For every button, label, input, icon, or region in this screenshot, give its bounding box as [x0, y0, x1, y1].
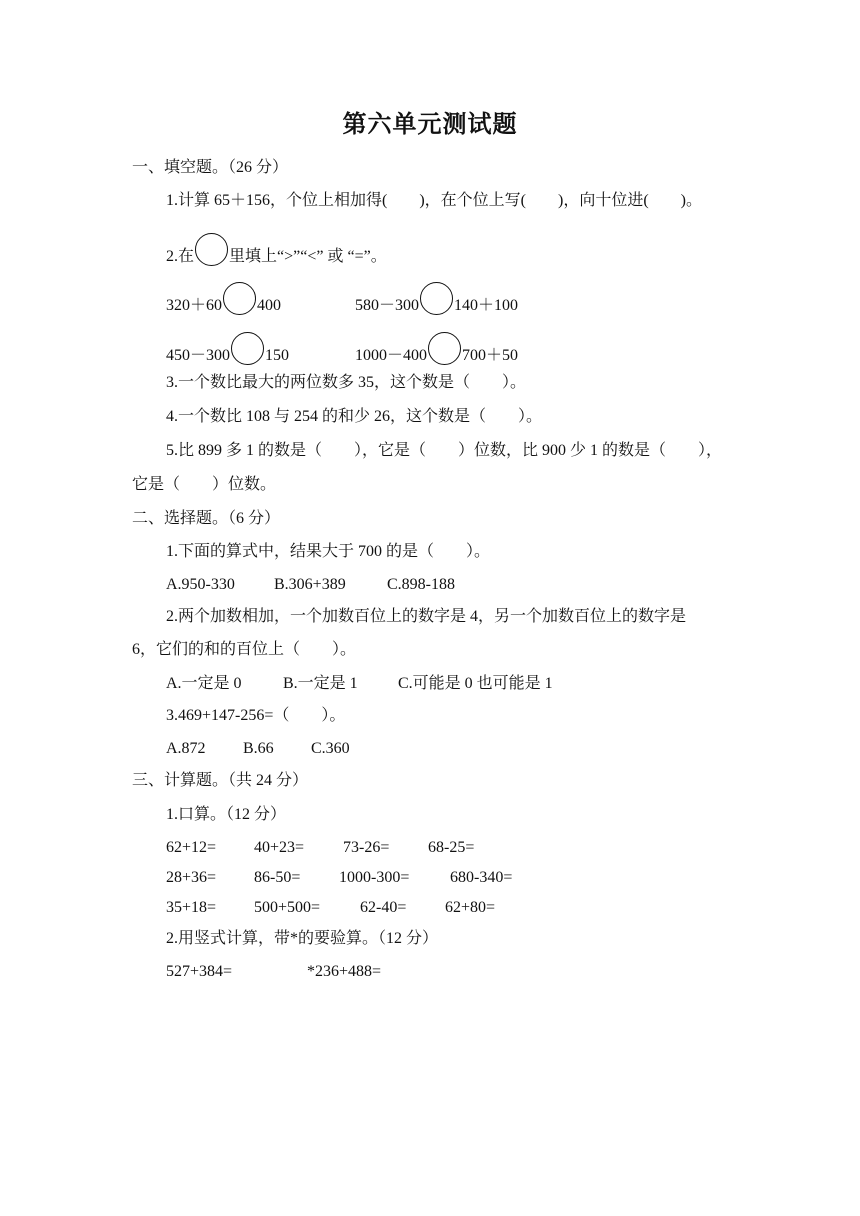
s1-q2-prefix: 2.在	[166, 248, 195, 266]
compare-circle-icon[interactable]	[231, 332, 264, 365]
vertical-calc-item: *236+488=	[307, 963, 382, 980]
oral-calc-item: 73-26=	[343, 839, 390, 856]
oral-calc-item: 28+36=	[166, 869, 217, 886]
compare-left: 450－300	[166, 347, 231, 365]
s3-question-1: 1.口算。（12 分）	[166, 806, 287, 823]
oral-calc-item: 680-340=	[450, 869, 513, 886]
oral-calc-item: 68-25=	[428, 839, 475, 856]
s3-question-2: 2.用竖式计算，带*的要验算。（12 分）	[166, 930, 439, 947]
oral-calc-item: 86-50=	[254, 869, 301, 886]
section-2-heading: 二、选择题。（6 分）	[132, 510, 281, 527]
s2-q1-option-a: A.950-330	[166, 576, 235, 593]
compare-left: 320＋60	[166, 297, 223, 315]
s2-question-2-line-2: 6，它们的和的百位上（ ）。	[132, 641, 357, 658]
oral-calc-item: 500+500=	[254, 899, 321, 916]
compare-circle-icon[interactable]	[428, 332, 461, 365]
oral-calc-item: 35+18=	[166, 899, 217, 916]
s2-q3-option-c: C.360	[311, 740, 350, 757]
compare-circle-icon[interactable]	[420, 282, 453, 315]
s2-q1-option-c: C.898-188	[387, 576, 455, 593]
oral-calc-item: 62+12=	[166, 839, 217, 856]
compare-right: 700＋50	[462, 347, 519, 365]
s1-question-5-line-1: 5.比 899 多 1 的数是（ ），它是（ ）位数，比 900 少 1 的数是（ ），	[166, 442, 723, 459]
compare-item-1	[166, 290, 281, 323]
section-3-heading: 三、计算题。（共 24 分）	[132, 772, 309, 789]
page-title: 第六单元测试题	[342, 112, 518, 138]
s2-q2-option-b: B.一定是 1	[283, 675, 358, 692]
vertical-calc-item: 527+384=	[166, 963, 233, 980]
s1-question-3: 3.一个数比最大的两位数多 35，这个数是（ ）。	[166, 374, 527, 391]
s1-question-1: 1.计算 65＋156，个位上相加得( )，在个位上写( )，向十位进( )。	[166, 192, 702, 209]
s1-question-2	[166, 241, 387, 274]
oral-calc-item: 62+80=	[445, 899, 496, 916]
compare-circle-icon[interactable]	[223, 282, 256, 315]
compare-circle-icon	[195, 233, 228, 266]
oral-calc-item: 62-40=	[360, 899, 407, 916]
compare-item-3	[166, 340, 289, 373]
s2-question-2-line-1: 2.两个加数相加，一个加数百位上的数字是 4，另一个加数百位上的数字是	[166, 608, 687, 625]
compare-item-4	[355, 340, 518, 373]
compare-item-2	[355, 290, 518, 323]
compare-left: 1000－400	[355, 347, 428, 365]
s2-q2-option-a: A.一定是 0	[166, 675, 242, 692]
s2-q2-option-c: C.可能是 0 也可能是 1	[398, 675, 553, 692]
s1-question-4: 4.一个数比 108 与 254 的和少 26，这个数是（ ）。	[166, 408, 543, 425]
oral-calc-item: 1000-300=	[339, 869, 410, 886]
s1-q2-suffix: 里填上“>”“<” 或 “=”。	[229, 248, 387, 266]
s2-question-3: 3.469+147-256=（ ）。	[166, 707, 346, 724]
s1-question-5-line-2: 它是（ ）位数。	[132, 476, 277, 493]
compare-right: 140＋100	[454, 297, 519, 315]
s2-q3-option-b: B.66	[243, 740, 274, 757]
s2-q1-option-b: B.306+389	[274, 576, 346, 593]
s2-q3-option-a: A.872	[166, 740, 206, 757]
compare-right: 400	[257, 297, 282, 315]
compare-left: 580－300	[355, 297, 420, 315]
section-1-heading: 一、填空题。（26 分）	[132, 159, 289, 176]
compare-right: 150	[265, 347, 290, 365]
oral-calc-item: 40+23=	[254, 839, 305, 856]
s2-question-1: 1.下面的算式中，结果大于 700 的是（ ）。	[166, 543, 491, 560]
